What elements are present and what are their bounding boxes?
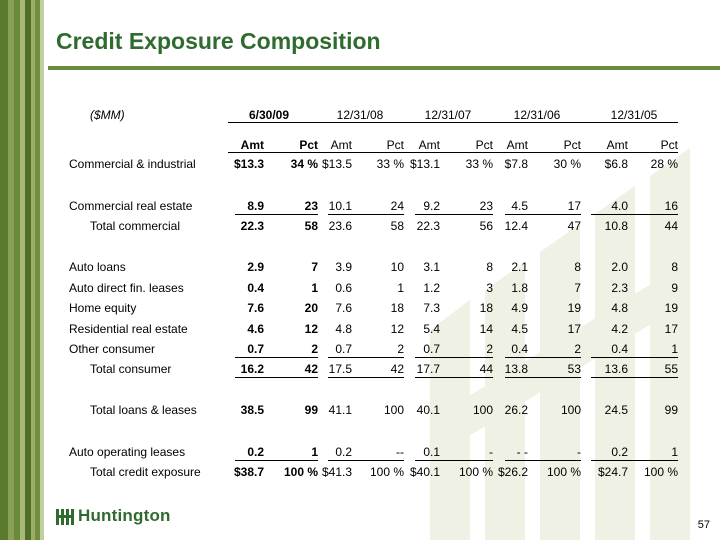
pct-cell: 33 %	[376, 157, 404, 171]
row-label: Auto loans	[69, 260, 126, 274]
amt-cell: 9.2	[423, 199, 440, 213]
amt-cell: $13.3	[233, 157, 264, 171]
pct-cell: 30 %	[553, 157, 581, 171]
amt-cell: 3.1	[423, 260, 440, 274]
period-header: 12/31/05	[610, 108, 658, 122]
pct-header: Pct	[563, 138, 581, 152]
period-header: 12/31/08	[336, 108, 384, 122]
amt-cell: 0.7	[423, 342, 440, 356]
amt-header: Amt	[240, 138, 264, 152]
amt-cell: 3.9	[335, 260, 352, 274]
pct-cell: 44	[479, 362, 493, 376]
pct-cell: 1	[671, 342, 678, 356]
amt-cell: 0.7	[335, 342, 352, 356]
amt-cell: 4.9	[511, 301, 528, 315]
amt-cell: 7.6	[335, 301, 352, 315]
amt-cell: 38.5	[240, 403, 264, 417]
amt-cell: 17.7	[416, 362, 440, 376]
pct-cell: 9	[671, 281, 678, 295]
row-label: Total consumer	[90, 362, 172, 376]
amt-cell: 10.1	[328, 199, 352, 213]
period-header: 6/30/09	[248, 108, 290, 122]
amt-cell: 4.6	[247, 322, 264, 336]
pct-cell: 2	[397, 342, 404, 356]
pct-cell: 58	[304, 219, 318, 233]
pct-cell: 8	[486, 260, 493, 274]
pct-cell: 16	[664, 199, 678, 213]
subtotal-rule	[235, 460, 318, 461]
pct-cell: 19	[664, 301, 678, 315]
subtotal-rule	[235, 377, 318, 378]
pct-cell: 42	[390, 362, 404, 376]
amt-cell: 0.2	[611, 445, 628, 459]
amt-cell: 1.2	[423, 281, 440, 295]
unit-label: ($MM)	[90, 108, 125, 122]
amt-cell: $24.7	[597, 465, 628, 479]
amt-cell: 16.2	[240, 362, 264, 376]
pct-cell: 17	[664, 322, 678, 336]
subtotal-rule	[328, 377, 404, 378]
huntington-logo-icon	[56, 507, 74, 525]
amt-cell: 2.3	[611, 281, 628, 295]
amt-cell: 40.1	[416, 403, 440, 417]
header-rule	[228, 122, 678, 123]
pct-cell: 18	[390, 301, 404, 315]
pct-cell: 18	[479, 301, 493, 315]
subtotal-rule	[591, 214, 678, 215]
pct-cell: 7	[311, 260, 318, 274]
amt-cell: 12.4	[504, 219, 528, 233]
pct-cell: 1	[671, 445, 678, 459]
amt-cell: 0.7	[247, 342, 264, 356]
pct-cell: 8	[574, 260, 581, 274]
pct-header: Pct	[386, 138, 404, 152]
pct-cell: 2	[574, 342, 581, 356]
pct-cell: 2	[311, 342, 318, 356]
amt-cell: 0.4	[611, 342, 628, 356]
pct-cell: 56	[479, 219, 493, 233]
pct-cell: 1	[397, 281, 404, 295]
subtotal-rule	[591, 357, 678, 358]
pct-cell: 19	[567, 301, 581, 315]
pct-cell: 100 %	[643, 465, 678, 479]
pct-cell: 47	[567, 219, 581, 233]
pct-cell: 14	[479, 322, 493, 336]
amt-cell: $41.3	[321, 465, 352, 479]
row-label: Total loans & leases	[90, 403, 197, 417]
amt-cell: 5.4	[423, 322, 440, 336]
amt-cell: 13.6	[604, 362, 628, 376]
pct-header: Pct	[660, 138, 678, 152]
row-label: Other consumer	[69, 342, 156, 356]
pct-cell: 7	[574, 281, 581, 295]
amt-cell: 0.1	[423, 445, 440, 459]
amt-cell: 4.2	[611, 322, 628, 336]
pct-cell: 100 %	[546, 465, 581, 479]
amt-cell: 2.0	[611, 260, 628, 274]
pct-cell: --	[396, 445, 404, 459]
pct-cell: 100 %	[369, 465, 404, 479]
amt-cell: 4.0	[611, 199, 628, 213]
pct-cell: 23	[304, 199, 318, 213]
pct-cell: 100 %	[458, 465, 493, 479]
row-label: Commercial & industrial	[69, 157, 196, 171]
amt-cell: - -	[516, 445, 528, 459]
subtotal-rule	[235, 214, 318, 215]
subtotal-rule	[505, 460, 581, 461]
row-label: Residential real estate	[69, 322, 188, 336]
amt-cell: $40.1	[409, 465, 440, 479]
amt-cell: $6.8	[604, 157, 628, 171]
pct-cell: 28 %	[650, 157, 678, 171]
pct-cell: 3	[486, 281, 493, 295]
amt-cell: 0.6	[335, 281, 352, 295]
pct-cell: 44	[664, 219, 678, 233]
amt-cell: 4.5	[511, 322, 528, 336]
row-label: Total commercial	[90, 219, 181, 233]
pct-cell: 12	[390, 322, 404, 336]
pct-cell: 53	[567, 362, 581, 376]
pct-cell: 12	[304, 322, 318, 336]
amt-cell: 1.8	[511, 281, 528, 295]
amt-cell: $38.7	[233, 465, 264, 479]
pct-cell: 10	[390, 260, 404, 274]
amt-cell: 22.3	[240, 219, 264, 233]
amt-header: Amt	[330, 138, 352, 152]
amt-cell: $7.8	[504, 157, 528, 171]
pct-cell: -	[489, 445, 493, 459]
amt-cell: $26.2	[497, 465, 528, 479]
pct-cell: 100	[560, 403, 581, 417]
subtotal-rule	[505, 377, 581, 378]
pct-cell: 1	[311, 445, 318, 459]
pct-cell: 100	[383, 403, 404, 417]
pct-cell: 1	[311, 281, 318, 295]
period-header: 12/31/07	[424, 108, 472, 122]
pct-cell: -	[577, 445, 581, 459]
pct-cell: 58	[390, 219, 404, 233]
pct-cell: 17	[567, 322, 581, 336]
amt-cell: 2.1	[511, 260, 528, 274]
amt-cell: 10.8	[604, 219, 628, 233]
amt-header: Amt	[418, 138, 440, 152]
pct-cell: 42	[304, 362, 318, 376]
pct-cell: 2	[486, 342, 493, 356]
subtotal-rule	[415, 357, 493, 358]
subtotal-rule	[415, 460, 493, 461]
subtotal-rule	[415, 214, 493, 215]
pct-header: Pct	[475, 138, 493, 152]
subtotal-rule	[328, 214, 404, 215]
subtotal-rule	[591, 377, 678, 378]
subtotal-rule	[235, 357, 318, 358]
amt-cell: 7.6	[247, 301, 264, 315]
amt-cell: $13.5	[321, 157, 352, 171]
pct-cell: 34 %	[290, 157, 318, 171]
row-label: Auto operating leases	[69, 445, 186, 459]
subtotal-rule	[328, 357, 404, 358]
subtotal-rule	[591, 460, 678, 461]
pct-cell: 99	[304, 403, 318, 417]
amt-cell: 4.8	[335, 322, 352, 336]
company-logo	[56, 506, 171, 526]
pct-cell: 55	[664, 362, 678, 376]
row-label: Auto direct fin. leases	[69, 281, 184, 295]
row-label: Total credit exposure	[90, 465, 201, 479]
pct-header: Pct	[299, 138, 318, 152]
amt-header: Amt	[606, 138, 628, 152]
amt-cell: 0.4	[511, 342, 528, 356]
amt-cell: $13.1	[409, 157, 440, 171]
pct-cell: 100 %	[283, 465, 318, 479]
period-header: 12/31/06	[513, 108, 561, 122]
pct-cell: 17	[567, 199, 581, 213]
pct-cell: 23	[479, 199, 493, 213]
page-number: 57	[697, 519, 710, 531]
subtotal-rule	[328, 460, 404, 461]
pct-cell: 20	[304, 301, 318, 315]
pct-cell: 33 %	[465, 157, 493, 171]
amt-cell: 26.2	[504, 403, 528, 417]
amt-cell: 7.3	[423, 301, 440, 315]
amt-cell: 2.9	[247, 260, 264, 274]
amt-cell: 0.2	[247, 445, 264, 459]
amt-cell: 0.2	[335, 445, 352, 459]
amt-cell: 24.5	[604, 403, 628, 417]
amt-cell: 13.8	[504, 362, 528, 376]
amt-cell: 4.5	[511, 199, 528, 213]
pct-cell: 8	[671, 260, 678, 274]
pct-cell: 24	[390, 199, 404, 213]
amt-cell: 22.3	[416, 219, 440, 233]
amt-cell: 0.4	[247, 281, 264, 295]
subtotal-rule	[505, 214, 581, 215]
amt-cell: 17.5	[328, 362, 352, 376]
page-title: Credit Exposure Composition	[56, 28, 381, 54]
subtotal-rule	[505, 357, 581, 358]
subtotal-rule	[415, 377, 493, 378]
subheader-rule	[228, 152, 678, 153]
amt-cell: 41.1	[328, 403, 352, 417]
logo-text: Huntington	[78, 506, 171, 525]
amt-cell: 8.9	[247, 199, 264, 213]
pct-cell: 99	[664, 403, 678, 417]
amt-cell: 23.6	[328, 219, 352, 233]
amt-cell: 4.8	[611, 301, 628, 315]
row-label: Home equity	[69, 301, 137, 315]
row-label: Commercial real estate	[69, 199, 193, 213]
pct-cell: 100	[472, 403, 493, 417]
amt-header: Amt	[506, 138, 528, 152]
